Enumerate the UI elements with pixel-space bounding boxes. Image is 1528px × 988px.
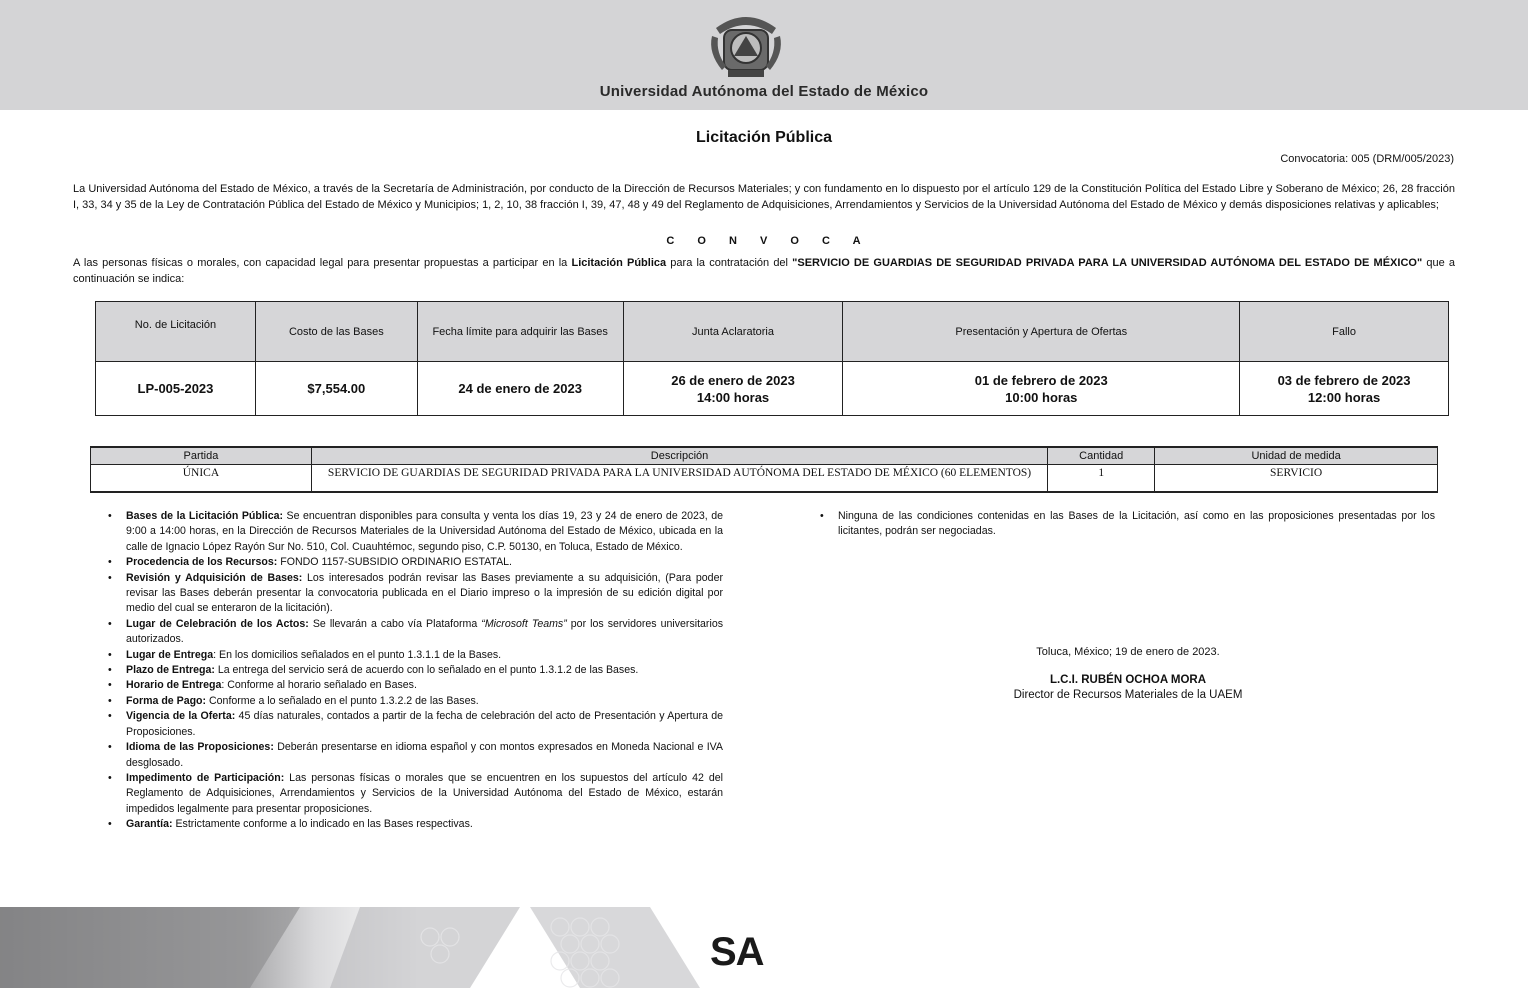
condition-text: Se encuentran disponibles para consulta y venta los días 19, 23 y 24 de enero de 2023, de 9:00 a 14:00 horas, en la Dirección de Recursos Materiales de la Universidad Autónoma del Estado de México, ubicada en la calle de Ignacio López Rayón Sur No. 510, Col. Cuauhtémoc, segundo piso, C.P. 50130, en Toluca, Estado de México. [126,510,723,553]
university-name: Universidad Autónoma del Estado de México [599,83,929,100]
items-header: Unidad de medida [1155,447,1438,464]
deadline-date: 24 de enero de 2023 [417,362,623,416]
item-description: SERVICIO DE GUARDIAS DE SEGURIDAD PRIVADA PARA LA UNIVERSIDAD AUTÓNOMA DEL ESTADO DE MÉXICO (60 ELEMENTOS) [311,464,1047,492]
call-bold-2: "SERVICIO DE GUARDIAS DE SEGURIDAD PRIVADA PARA LA UNIVERSIDAD AUTÓNOMA DEL ESTADO DE MÉXICO" [792,257,1423,269]
condition-text: Deberán presentarse en idioma español y con montos expresados en Moneda Nacional e IVA desglosado. [126,741,723,769]
fallo-date: 03 de febrero de 2023 [1277,372,1411,388]
junta-cell [623,362,843,416]
condition-text: por los servidores universitarios autorizados. [126,617,724,646]
call-text-3: que a continuación se indica: [73,257,1455,285]
condition-label: Revisión y Adquisición de Bases: [126,571,303,584]
condition-label: Plazo de Entrega: [126,664,215,677]
page-title: Licitación Pública [695,129,833,146]
condition-text: : En los domicilios señalados en el punto 1.3.1.1 de la Bases. [213,648,502,661]
condition-text: La entrega del servicio será de acuerdo con lo señalado en el punto 1.3.1.2 de las Bases. [214,664,639,677]
condition-text: 45 días naturales, contados a partir de la fecha de celebración del acto de Presentación y Apertura de Proposiciones. [126,710,723,738]
bases-cost: $7,554.00 [255,362,417,416]
junta-time: 14:00 horas [696,389,770,405]
list-item [108,817,723,832]
list-item [108,694,723,709]
apertura-date: 01 de febrero de 2023 [974,372,1108,388]
schedule-header: Presentación y Apertura de Ofertas [843,302,1240,362]
apertura-time: 10:00 horas [1005,389,1078,405]
item-unit: SERVICIO [1155,464,1438,492]
convoca-heading: C O N V O C A [666,235,862,247]
fallo-time: 12:00 horas [1307,389,1381,405]
condition-text: Las personas físicas o morales que se encuentren en los supuestos del artículo 42 del Reglamento de Adquisiciones, Arrendamientos y Servicios de la Universidad Autónoma del Estado de México, estarán impedidos legalmente para presentar proposiciones. [126,771,723,815]
intro-paragraph: La Universidad Autónoma del Estado de México, a través de la Secretaría de Administración, por conducto de la Dirección de Recursos Materiales; y con fundamento en lo dispuesto por el artículo 129 de la Constitución Política del Estado Libre y Soberano de México; 26, 28 fracción I, 33, 34 y 35 de la Ley de Contratación Pública del Estado de México y Municipios; 1, 2, 10, 38 fracción I, 39, 47, 48 y 49 del Reglamento de Adquisiciones, Arrendamientos y Servicios de la Universidad Autónoma del Estado de México y demás disposiciones relativas y aplicables; [73,183,1455,211]
conditions-list [108,509,723,833]
condition-label: Lugar de Celebración de los Actos: [126,617,309,630]
condition-label: Procedencia de los Recursos: [126,556,278,569]
condition-text: Se llevarán a cabo vía Plataforma [308,617,482,630]
list-item [108,571,723,617]
list-item [108,509,723,555]
condition-label: Vigencia de la Oferta: [126,710,236,723]
schedule-header-row [96,302,1449,362]
list-item [108,740,723,771]
schedule-row [96,362,1449,416]
condition-label: Impedimento de Participación: [126,771,285,784]
condition-italic: “Microsoft Teams” [481,617,567,630]
call-bold-1: Licitación Pública [571,257,667,269]
list-item [108,648,723,663]
condition-text: FONDO 1157-SUBSIDIO ORDINARIO ESTATAL. [277,556,513,569]
signer-name: L.C.I. RUBÉN OCHOA MORA [1049,674,1207,686]
list-item [108,555,723,570]
header-banner [0,0,1528,110]
items-header: Descripción [311,447,1047,464]
schedule-header: Costo de las Bases [255,302,417,362]
schedule-header: Junta Aclaratoria [623,302,843,362]
list-item [108,663,723,678]
condition-text: Conforme a lo señalado en el punto 1.3.2.2 de las Bases. [206,694,479,707]
item-partida: ÚNICA [91,464,312,492]
call-paragraph [73,256,1455,287]
signer-title: Director de Recursos Materiales de la UAEM [1013,689,1243,701]
call-text-1: A las personas físicas o morales, con capacidad legal para presentar propuestas a participar en la [73,257,572,269]
place-date: Toluca, México; 19 de enero de 2023. [1036,646,1220,658]
footer-mark: SA [710,930,764,974]
licitacion-number: LP-005-2023 [96,362,256,416]
junta-date: 26 de enero de 2023 [671,372,795,388]
items-header: Cantidad [1048,447,1155,464]
hexagon-pattern-icon [0,907,1528,988]
apertura-cell [843,362,1240,416]
list-item [108,771,723,817]
condition-label: Garantía: [126,818,173,831]
schedule-header: No. de Licitación [96,302,256,362]
negotiation-note: • Ninguna de las condiciones contenidas en las Bases de la Licitación, así como en las proposiciones presentadas por los licitantes, podrán ser negociadas. [820,509,1435,540]
items-header: Partida [91,447,312,464]
condition-label: Forma de Pago: [126,694,207,707]
condition-label: Idioma de las Proposiciones: [126,741,274,754]
schedule-header: Fecha límite para adquirir las Bases [417,302,623,362]
university-seal-icon [706,8,786,80]
condition-label: Bases de la Licitación Pública: [126,510,284,522]
schedule-table [95,301,1449,416]
call-text-2: para la contratación del [666,257,793,269]
schedule-header: Fallo [1240,302,1449,362]
items-header-row [91,447,1438,464]
items-table [90,446,1438,493]
list-item [108,617,723,648]
condition-label: Lugar de Entrega [126,648,214,661]
item-quantity: 1 [1048,464,1155,492]
condition-text: : Conforme al horario señalado en Bases. [221,679,417,692]
condition-text: Los interesados podrán revisar las Bases previamente a su adquisición, (Para poder revisar las Bases deberán presentar la convocatoria publicada en el Diario impreso o la impresión de su edición digital por medio del cual se enteraron de la licitación). [126,571,723,615]
condition-label: Horario de Entrega [126,679,222,692]
condition-text: Estrictamente conforme a lo indicado en las Bases respectivas. [172,818,473,831]
items-row [91,464,1438,492]
fallo-cell [1240,362,1449,416]
convocatoria-number: Convocatoria: 005 (DRM/005/2023) [1280,153,1454,165]
list-item [108,678,723,693]
list-item [108,709,723,740]
